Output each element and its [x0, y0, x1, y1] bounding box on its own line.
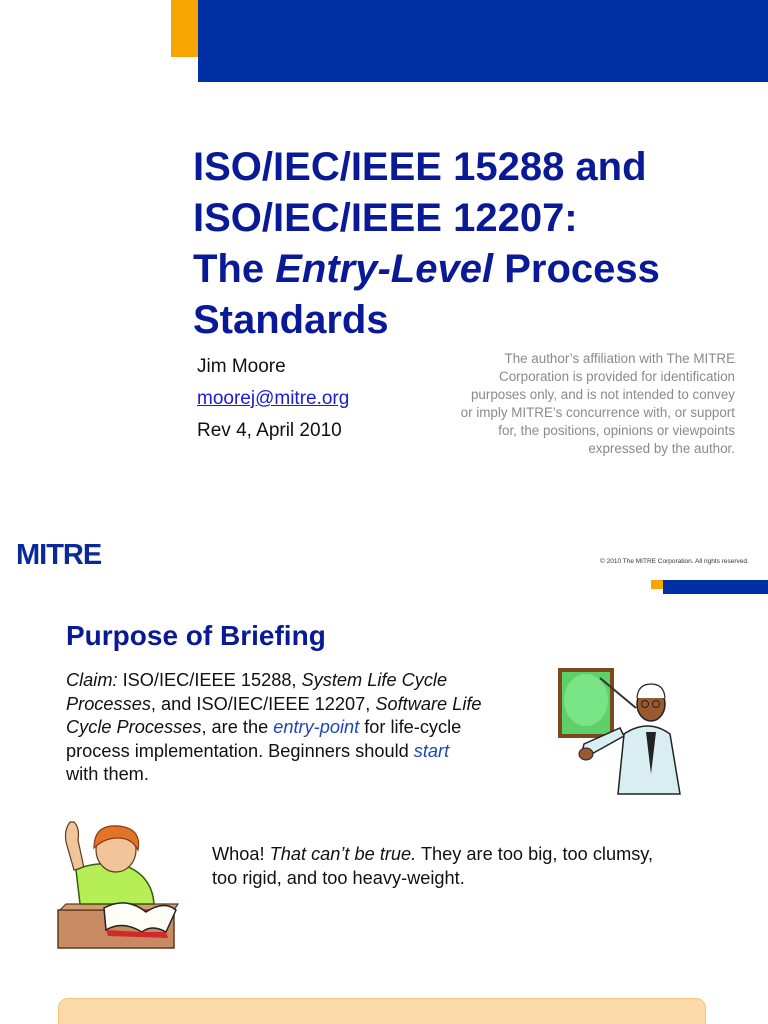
slide-title: [193, 142, 753, 346]
purpose-slide: [0, 580, 768, 1024]
teacher-icon: [548, 664, 688, 798]
title-line-2: ISO/IEC/IEEE 12207:: [193, 196, 578, 240]
mitre-logo: [16, 537, 111, 571]
claim-text-1: ISO/IEC/IEEE 15288,: [117, 670, 302, 690]
mitre-logo-text: MITRE: [16, 539, 102, 571]
title-line-3: [193, 244, 753, 295]
claim-start: start: [413, 740, 450, 761]
author-name: Jim Moore: [197, 356, 286, 377]
claim-text-4: for life-cycle process implementation. Beginners should: [66, 717, 462, 761]
author-block: [197, 354, 349, 450]
claim-label: Claim:: [66, 670, 118, 690]
title-entry-level: Entry-Level: [275, 247, 494, 291]
claim-text-5: with them.: [66, 764, 149, 784]
whoa-cant-be-true: That can’t be true.: [269, 844, 417, 864]
orange-accent-block: [171, 0, 198, 57]
title-line-4: Standards: [193, 298, 389, 342]
title-line-3-pre: The: [193, 247, 276, 291]
revision-date: Rev 4, April 2010: [197, 420, 342, 441]
claim-entry-point: entry-point: [273, 717, 360, 737]
orange-callout-box: [58, 998, 706, 1024]
claim-system-life-cycle: System Life Cycle Processes: [66, 670, 448, 714]
title-line-3-post: Process: [493, 247, 660, 291]
blue-header-bar: [198, 0, 768, 82]
whoa-paragraph: [212, 843, 682, 890]
author-email-link[interactable]: moorej@mitre.org: [197, 388, 350, 409]
claim-software-life-cycle: Software Life Cycle Processes: [66, 693, 482, 737]
claim-text-2: , and ISO/IEC/IEEE 12207,: [150, 693, 376, 714]
title-line-1: ISO/IEC/IEEE 15288 and: [193, 145, 647, 189]
copyright-notice: © 2010 The MITRE Corporation. All rights reserved.: [600, 558, 749, 565]
whoa-text-2: They are too big, too clumsy, too rigid, and too heavy-weight.: [212, 844, 654, 888]
purpose-title: Purpose of Briefing: [66, 620, 326, 651]
student-icon: [56, 820, 181, 950]
blue-header-bar-small: [663, 580, 768, 594]
whoa-text-1: Whoa!: [212, 844, 270, 864]
orange-accent-small: [651, 580, 663, 589]
affiliation-disclaimer: The author’s affiliation with The MITRE Corporation is provided for identification purposes only, and is not intended to convey or imply MITRE’s concurrence with, or support for, the positions, opinions or viewpoints expressed by the author.: [460, 351, 735, 456]
claim-text-3: , are the: [201, 717, 274, 737]
claim-paragraph: [66, 669, 486, 787]
